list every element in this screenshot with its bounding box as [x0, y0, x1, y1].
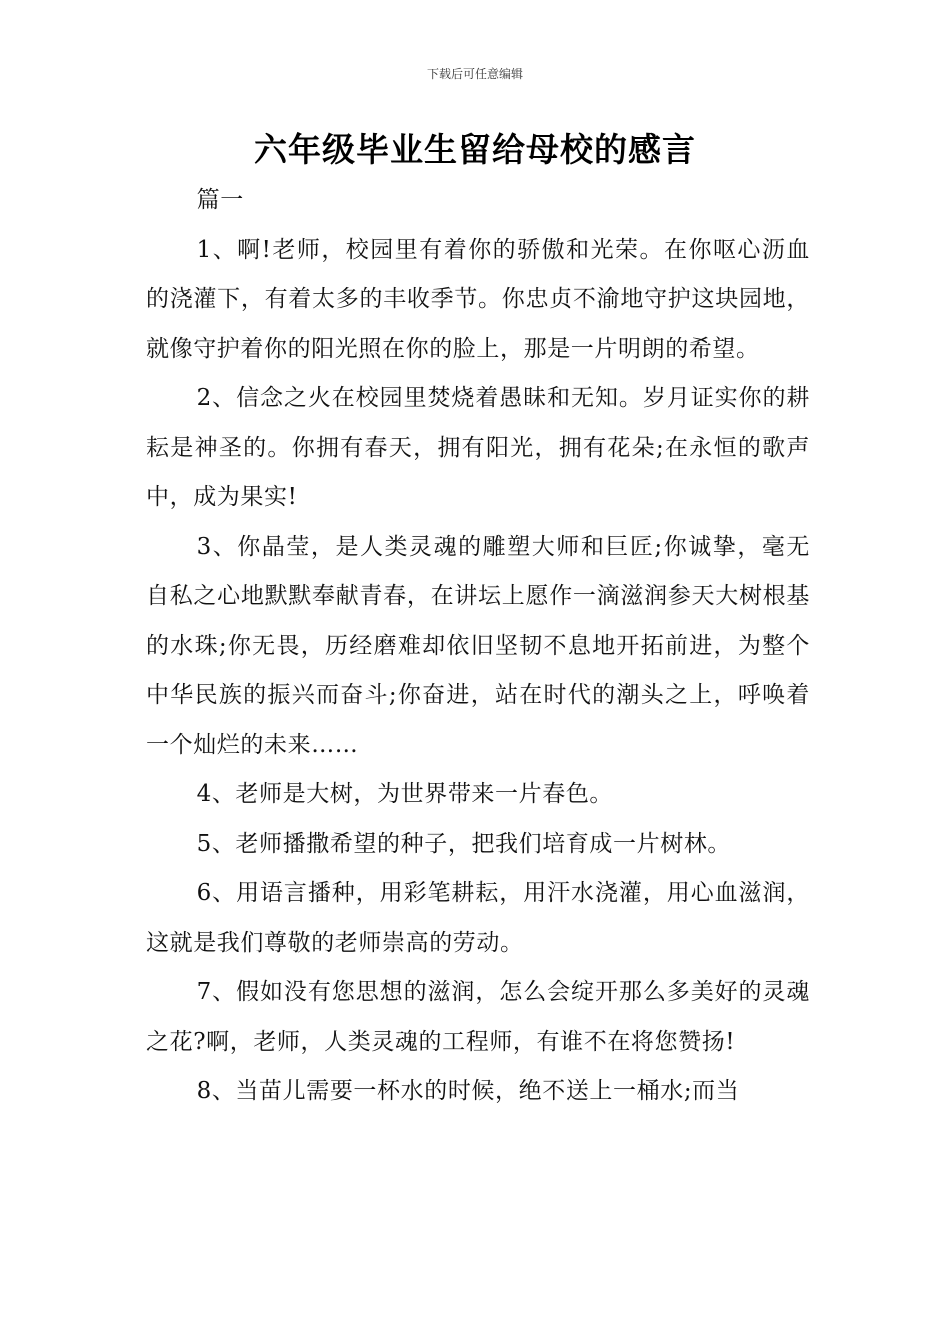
document-body — [146, 176, 810, 1117]
paragraph-8: 8、当苗儿需要一杯水的时候，绝不送上一桶水;而当 — [196, 1078, 740, 1104]
paragraph-7: 7、假如没有您思想的滋润，怎么会绽开那么多美好的灵魂之花?啊，老师，人类灵魂的工程师，有谁不在将您赞扬! — [146, 979, 810, 1055]
section-heading: 篇一 — [196, 187, 244, 213]
paragraph-4: 4、老师是大树，为世界带来一片春色。 — [196, 781, 614, 807]
paragraph-2: 2、信念之火在校园里焚烧着愚昧和无知。岁月证实你的耕耘是神圣的。你拥有春天，拥有阳光，拥有花朵;在永恒的歌声中，成为果实! — [146, 385, 810, 510]
paragraph-3: 3、你晶莹，是人类灵魂的雕塑大师和巨匠;你诚挚，毫无自私之心地默默奉献青春，在讲坛上愿作一滴滋润参天大树根基的水珠;你无畏，历经磨难却依旧坚韧不息地开拓前进，为整个中华民族的振兴而奋斗;你奋进，站在时代的潮头之上，呼唤着一个灿烂的未来…… — [146, 533, 810, 758]
document-title: 六年级毕业生留给母校的感言 — [254, 130, 696, 169]
paragraph-5: 5、老师播撒希望的种子，把我们培育成一片树林。 — [196, 830, 732, 857]
paragraph-1: 1、啊!老师，校园里有着你的骄傲和光荣。在你呕心沥血的浇灌下，有着太多的丰收季节。你忠贞不渝地守护这块园地，就像守护着你的阳光照在你的脸上，那是一片明朗的希望。 — [146, 236, 810, 362]
header-note: 下载后可任意编辑 — [426, 67, 523, 81]
paragraph-6: 6、用语言播种，用彩笔耕耘，用汗水浇灌，用心血滋润，这就是我们尊敬的老师崇高的劳动。 — [146, 880, 810, 956]
